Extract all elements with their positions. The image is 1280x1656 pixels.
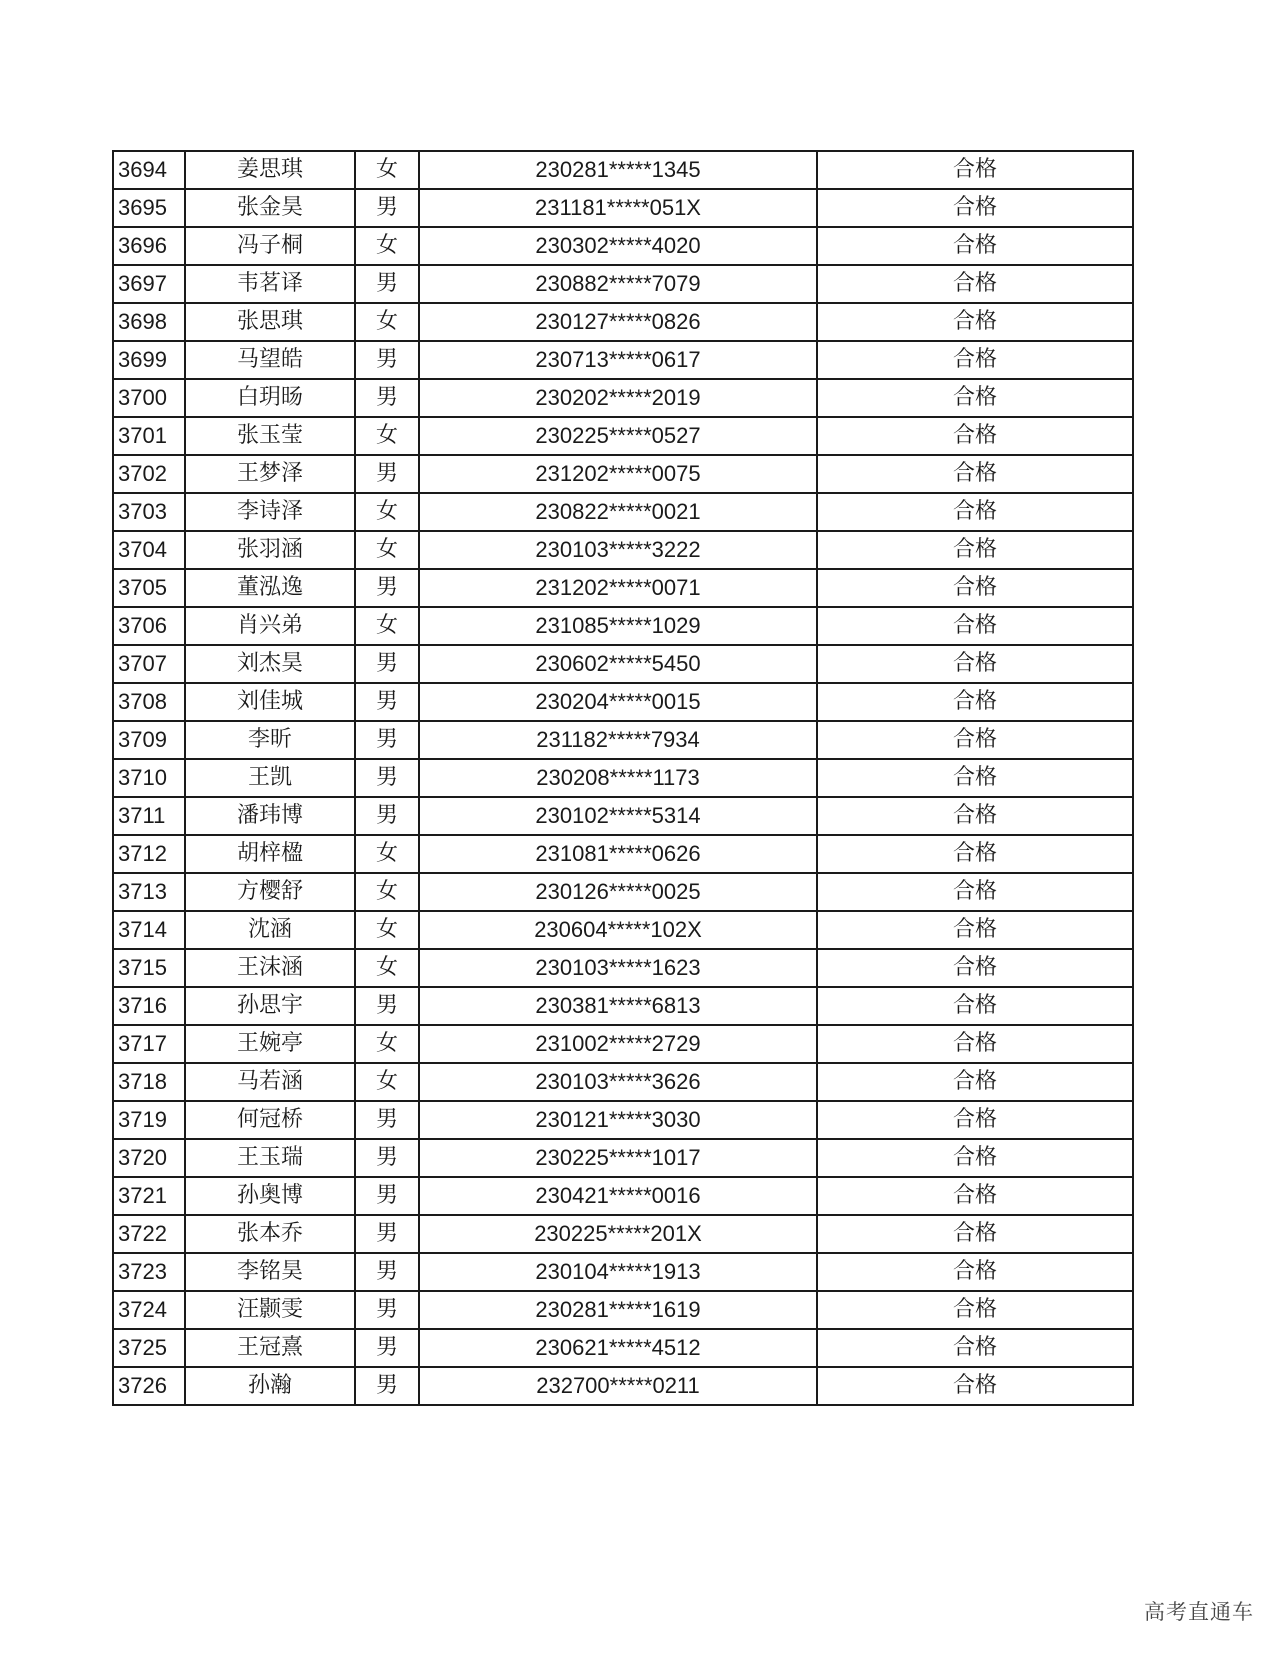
id-number-cell: 230281*****1345 xyxy=(419,151,817,189)
result-cell: 合格 xyxy=(817,531,1133,569)
table-row xyxy=(113,721,1133,759)
gender-cell: 女 xyxy=(355,227,419,265)
result-cell: 合格 xyxy=(817,189,1133,227)
table-row xyxy=(113,1063,1133,1101)
result-cell: 合格 xyxy=(817,1177,1133,1215)
gender-cell: 女 xyxy=(355,607,419,645)
id-number-cell: 230822*****0021 xyxy=(419,493,817,531)
gender-cell: 女 xyxy=(355,1025,419,1063)
id-number-cell: 230102*****5314 xyxy=(419,797,817,835)
result-cell: 合格 xyxy=(817,949,1133,987)
gender-cell: 女 xyxy=(355,835,419,873)
row-number-cell: 3713 xyxy=(113,873,185,911)
gender-cell: 男 xyxy=(355,1139,419,1177)
result-cell: 合格 xyxy=(817,493,1133,531)
gender-cell: 女 xyxy=(355,151,419,189)
gender-cell: 男 xyxy=(355,645,419,683)
gender-cell: 男 xyxy=(355,987,419,1025)
result-cell: 合格 xyxy=(817,341,1133,379)
id-number-cell: 230103*****3222 xyxy=(419,531,817,569)
row-number-cell: 3715 xyxy=(113,949,185,987)
row-number-cell: 3704 xyxy=(113,531,185,569)
row-number-cell: 3702 xyxy=(113,455,185,493)
row-number-cell: 3711 xyxy=(113,797,185,835)
gender-cell: 男 xyxy=(355,379,419,417)
id-number-cell: 230225*****0527 xyxy=(419,417,817,455)
table-row xyxy=(113,759,1133,797)
id-number-cell: 230713*****0617 xyxy=(419,341,817,379)
id-number-cell: 230381*****6813 xyxy=(419,987,817,1025)
row-number-cell: 3723 xyxy=(113,1253,185,1291)
table-row xyxy=(113,607,1133,645)
id-number-cell: 230281*****1619 xyxy=(419,1291,817,1329)
student-name-cell: 孙奥博 xyxy=(185,1177,355,1215)
row-number-cell: 3706 xyxy=(113,607,185,645)
gender-cell: 男 xyxy=(355,265,419,303)
gender-cell: 男 xyxy=(355,683,419,721)
table-row xyxy=(113,835,1133,873)
gender-cell: 男 xyxy=(355,1177,419,1215)
row-number-cell: 3707 xyxy=(113,645,185,683)
table-row xyxy=(113,1367,1133,1405)
id-number-cell: 230302*****4020 xyxy=(419,227,817,265)
table-row xyxy=(113,1253,1133,1291)
gender-cell: 男 xyxy=(355,189,419,227)
gender-cell: 女 xyxy=(355,949,419,987)
result-cell: 合格 xyxy=(817,797,1133,835)
table-row xyxy=(113,493,1133,531)
row-number-cell: 3726 xyxy=(113,1367,185,1405)
row-number-cell: 3721 xyxy=(113,1177,185,1215)
id-number-cell: 230421*****0016 xyxy=(419,1177,817,1215)
row-number-cell: 3705 xyxy=(113,569,185,607)
row-number-cell: 3696 xyxy=(113,227,185,265)
gender-cell: 男 xyxy=(355,341,419,379)
table-row xyxy=(113,569,1133,607)
gender-cell: 男 xyxy=(355,759,419,797)
row-number-cell: 3710 xyxy=(113,759,185,797)
student-name-cell: 王冠熹 xyxy=(185,1329,355,1367)
id-number-cell: 231202*****0075 xyxy=(419,455,817,493)
result-cell: 合格 xyxy=(817,1025,1133,1063)
student-name-cell: 张玉莹 xyxy=(185,417,355,455)
student-name-cell: 李昕 xyxy=(185,721,355,759)
result-cell: 合格 xyxy=(817,835,1133,873)
gender-cell: 女 xyxy=(355,303,419,341)
result-cell: 合格 xyxy=(817,645,1133,683)
table-row xyxy=(113,151,1133,189)
row-number-cell: 3708 xyxy=(113,683,185,721)
student-name-cell: 董泓逸 xyxy=(185,569,355,607)
student-name-cell: 李诗泽 xyxy=(185,493,355,531)
row-number-cell: 3718 xyxy=(113,1063,185,1101)
result-cell: 合格 xyxy=(817,265,1133,303)
table-row xyxy=(113,987,1133,1025)
gender-cell: 女 xyxy=(355,417,419,455)
student-name-cell: 潘玮博 xyxy=(185,797,355,835)
result-cell: 合格 xyxy=(817,1139,1133,1177)
gender-cell: 女 xyxy=(355,1063,419,1101)
result-cell: 合格 xyxy=(817,759,1133,797)
gender-cell: 男 xyxy=(355,1253,419,1291)
id-number-cell: 231202*****0071 xyxy=(419,569,817,607)
gender-cell: 男 xyxy=(355,797,419,835)
table-row xyxy=(113,1291,1133,1329)
student-name-cell: 孙思宇 xyxy=(185,987,355,1025)
row-number-cell: 3709 xyxy=(113,721,185,759)
row-number-cell: 3714 xyxy=(113,911,185,949)
gender-cell: 女 xyxy=(355,873,419,911)
student-name-cell: 姜思琪 xyxy=(185,151,355,189)
student-name-cell: 刘杰昊 xyxy=(185,645,355,683)
gender-cell: 男 xyxy=(355,569,419,607)
table-row xyxy=(113,683,1133,721)
student-name-cell: 刘佳城 xyxy=(185,683,355,721)
table-row xyxy=(113,531,1133,569)
result-cell: 合格 xyxy=(817,455,1133,493)
table-row xyxy=(113,189,1133,227)
id-number-cell: 230127*****0826 xyxy=(419,303,817,341)
id-number-cell: 231182*****7934 xyxy=(419,721,817,759)
result-cell: 合格 xyxy=(817,1101,1133,1139)
row-number-cell: 3695 xyxy=(113,189,185,227)
table-row xyxy=(113,911,1133,949)
student-name-cell: 韦茗译 xyxy=(185,265,355,303)
gender-cell: 男 xyxy=(355,1215,419,1253)
result-cell: 合格 xyxy=(817,151,1133,189)
result-cell: 合格 xyxy=(817,1215,1133,1253)
results-table xyxy=(112,150,1134,1406)
result-cell: 合格 xyxy=(817,569,1133,607)
table-row xyxy=(113,797,1133,835)
table-row xyxy=(113,265,1133,303)
table-row xyxy=(113,379,1133,417)
id-number-cell: 230126*****0025 xyxy=(419,873,817,911)
row-number-cell: 3694 xyxy=(113,151,185,189)
id-number-cell: 231085*****1029 xyxy=(419,607,817,645)
row-number-cell: 3701 xyxy=(113,417,185,455)
id-number-cell: 230604*****102X xyxy=(419,911,817,949)
student-name-cell: 张金昊 xyxy=(185,189,355,227)
row-number-cell: 3725 xyxy=(113,1329,185,1367)
table-row xyxy=(113,1025,1133,1063)
result-cell: 合格 xyxy=(817,1367,1133,1405)
student-name-cell: 张羽涵 xyxy=(185,531,355,569)
result-cell: 合格 xyxy=(817,683,1133,721)
row-number-cell: 3722 xyxy=(113,1215,185,1253)
result-cell: 合格 xyxy=(817,417,1133,455)
result-cell: 合格 xyxy=(817,873,1133,911)
id-number-cell: 230103*****3626 xyxy=(419,1063,817,1101)
table-row xyxy=(113,949,1133,987)
row-number-cell: 3698 xyxy=(113,303,185,341)
table-row xyxy=(113,455,1133,493)
row-number-cell: 3719 xyxy=(113,1101,185,1139)
id-number-cell: 232700*****0211 xyxy=(419,1367,817,1405)
row-number-cell: 3724 xyxy=(113,1291,185,1329)
gender-cell: 男 xyxy=(355,1367,419,1405)
table-row xyxy=(113,417,1133,455)
table-row xyxy=(113,341,1133,379)
id-number-cell: 230204*****0015 xyxy=(419,683,817,721)
table-row xyxy=(113,1329,1133,1367)
student-name-cell: 白玥旸 xyxy=(185,379,355,417)
student-name-cell: 王玉瑞 xyxy=(185,1139,355,1177)
table-row xyxy=(113,645,1133,683)
table-row xyxy=(113,1101,1133,1139)
gender-cell: 男 xyxy=(355,1329,419,1367)
result-cell: 合格 xyxy=(817,721,1133,759)
id-number-cell: 230225*****1017 xyxy=(419,1139,817,1177)
id-number-cell: 230121*****3030 xyxy=(419,1101,817,1139)
id-number-cell: 231081*****0626 xyxy=(419,835,817,873)
result-cell: 合格 xyxy=(817,303,1133,341)
student-name-cell: 王凯 xyxy=(185,759,355,797)
result-cell: 合格 xyxy=(817,607,1133,645)
student-name-cell: 马望皓 xyxy=(185,341,355,379)
result-cell: 合格 xyxy=(817,227,1133,265)
gender-cell: 女 xyxy=(355,531,419,569)
gender-cell: 女 xyxy=(355,493,419,531)
gender-cell: 男 xyxy=(355,1101,419,1139)
gender-cell: 男 xyxy=(355,455,419,493)
table-row xyxy=(113,873,1133,911)
student-name-cell: 王婉亭 xyxy=(185,1025,355,1063)
result-cell: 合格 xyxy=(817,987,1133,1025)
id-number-cell: 230103*****1623 xyxy=(419,949,817,987)
student-name-cell: 李铭昊 xyxy=(185,1253,355,1291)
row-number-cell: 3717 xyxy=(113,1025,185,1063)
result-cell: 合格 xyxy=(817,1291,1133,1329)
id-number-cell: 230208*****1173 xyxy=(419,759,817,797)
gender-cell: 女 xyxy=(355,911,419,949)
student-name-cell: 孙瀚 xyxy=(185,1367,355,1405)
row-number-cell: 3700 xyxy=(113,379,185,417)
table-row xyxy=(113,227,1133,265)
result-cell: 合格 xyxy=(817,1253,1133,1291)
result-cell: 合格 xyxy=(817,1329,1133,1367)
student-name-cell: 王沫涵 xyxy=(185,949,355,987)
student-name-cell: 何冠桥 xyxy=(185,1101,355,1139)
row-number-cell: 3716 xyxy=(113,987,185,1025)
id-number-cell: 230882*****7079 xyxy=(419,265,817,303)
results-table-body xyxy=(113,151,1133,1405)
table-row xyxy=(113,1139,1133,1177)
result-cell: 合格 xyxy=(817,1063,1133,1101)
gender-cell: 男 xyxy=(355,721,419,759)
id-number-cell: 230225*****201X xyxy=(419,1215,817,1253)
student-name-cell: 汪颢雯 xyxy=(185,1291,355,1329)
student-name-cell: 王梦泽 xyxy=(185,455,355,493)
student-name-cell: 胡梓楹 xyxy=(185,835,355,873)
id-number-cell: 231181*****051X xyxy=(419,189,817,227)
id-number-cell: 230202*****2019 xyxy=(419,379,817,417)
row-number-cell: 3699 xyxy=(113,341,185,379)
table-row xyxy=(113,1177,1133,1215)
row-number-cell: 3712 xyxy=(113,835,185,873)
result-cell: 合格 xyxy=(817,911,1133,949)
student-name-cell: 冯子桐 xyxy=(185,227,355,265)
row-number-cell: 3703 xyxy=(113,493,185,531)
student-name-cell: 方樱舒 xyxy=(185,873,355,911)
table-row xyxy=(113,1215,1133,1253)
student-name-cell: 张本乔 xyxy=(185,1215,355,1253)
student-name-cell: 马若涵 xyxy=(185,1063,355,1101)
row-number-cell: 3720 xyxy=(113,1139,185,1177)
gender-cell: 男 xyxy=(355,1291,419,1329)
result-cell: 合格 xyxy=(817,379,1133,417)
watermark: 高考直通车 xyxy=(1144,1600,1254,1624)
id-number-cell: 230621*****4512 xyxy=(419,1329,817,1367)
row-number-cell: 3697 xyxy=(113,265,185,303)
id-number-cell: 230104*****1913 xyxy=(419,1253,817,1291)
student-name-cell: 肖兴弟 xyxy=(185,607,355,645)
student-name-cell: 沈涵 xyxy=(185,911,355,949)
table-row xyxy=(113,303,1133,341)
id-number-cell: 230602*****5450 xyxy=(419,645,817,683)
student-name-cell: 张思琪 xyxy=(185,303,355,341)
id-number-cell: 231002*****2729 xyxy=(419,1025,817,1063)
